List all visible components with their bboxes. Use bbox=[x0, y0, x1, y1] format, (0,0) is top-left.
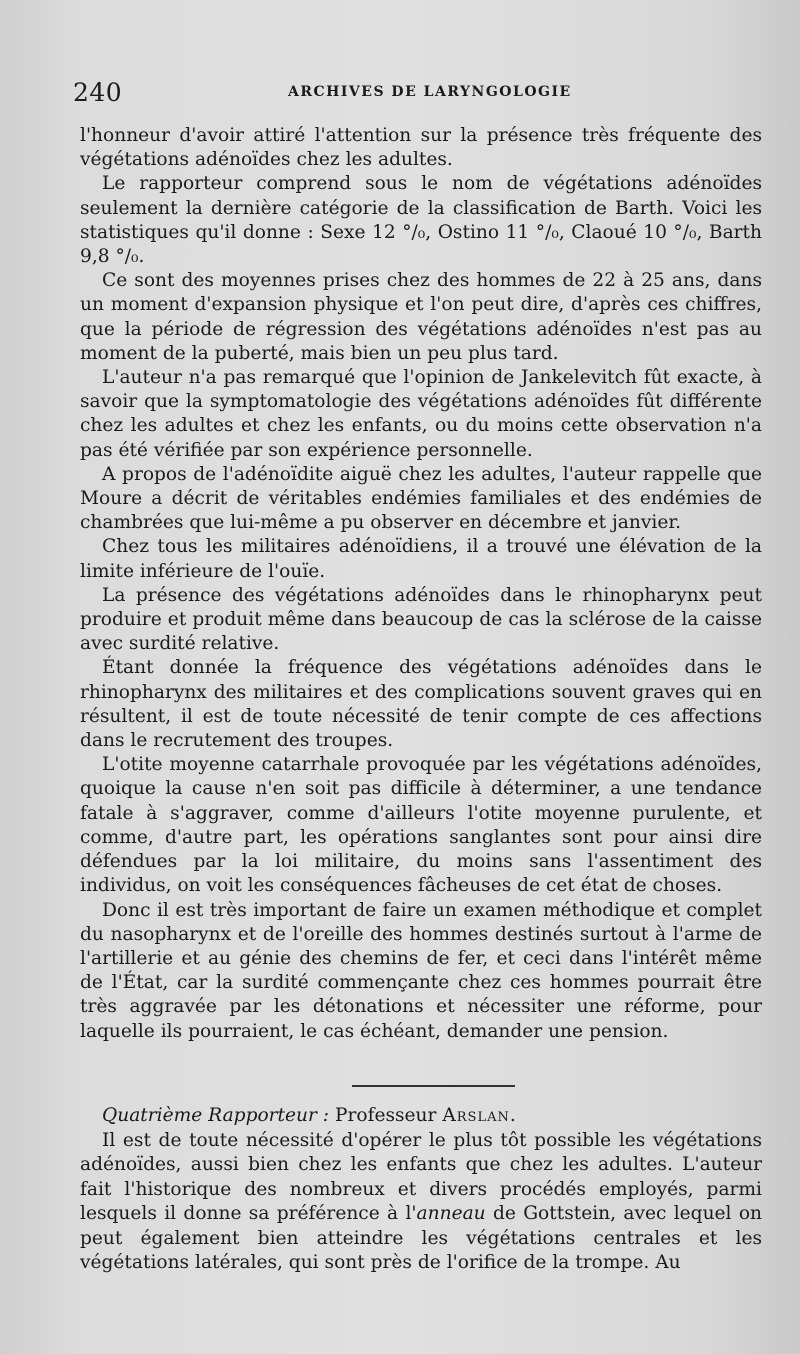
section-paragraph-text: Il est de toute nécessité d'opérer le plus tôt possible les végétations adénoïdes, aussi bien chez les enfants que chez les adultes. L'auteur fait l'historique des nombreux et divers procédés employés, parmi lesquels il donne sa préférence à l' bbox=[80, 1129, 762, 1224]
page-number: 240 bbox=[73, 78, 123, 107]
fourth-rapporteur-section bbox=[80, 1104, 762, 1276]
section-title-plain: Professeur bbox=[329, 1105, 443, 1126]
page-header bbox=[73, 78, 760, 118]
paragraph-1: l'honneur d'avoir attiré l'attention sur la présence très fréquente des végétations adénoïdes chez les adultes. bbox=[80, 125, 762, 171]
paragraph-9: L'otite moyenne catarrhale provoquée par les végétations adénoïdes, quoique la cause n'en soit pas difficile à déterminer, a une tendance fatale à s'aggraver, comme d'ailleurs l'otite moyenne purulente, et comme, d'autre part, les opérations sanglantes sont pour ainsi dire défendues par la loi militaire, du moins sans l'assentiment des individus, on voit les conséquences fâcheuses de cet état de choses. bbox=[80, 754, 762, 897]
section-paragraph bbox=[80, 1129, 762, 1276]
paragraph-8: Étant donnée la fréquence des végétations adénoïdes dans le rhinopharynx des militaires et des complications souvent graves qui en résultent, il est de toute nécessité de tenir compte de ces affections dans le recrutement des troupes. bbox=[80, 657, 762, 752]
paragraph-7: La présence des végétations adénoïdes dans le rhinopharynx peut produire et produit même dans beaucoup de cas la sclérose de la caisse avec surdité relative. bbox=[80, 584, 762, 655]
paragraph-4: L'auteur n'a pas remarqué que l'opinion de Jankelevitch fût exacte, à savoir que la symptomatologie des végétations adénoïdes fût différente chez les adultes et chez les enfants, ou du moins cette observation n'a pas été vérifiée par son expérience personnelle. bbox=[80, 367, 762, 461]
section-title-name: Arslan. bbox=[442, 1105, 517, 1126]
paragraph-6: Chez tous les militaires adénoïdiens, il a trouvé une élévation de la limite inférieure de l'ouïe. bbox=[80, 536, 762, 582]
section-title bbox=[80, 1104, 762, 1129]
paragraph-5: A propos de l'adénoïdite aiguë chez les adultes, l'auteur rappelle que Moure a décrit de véritables endémies familiales et des endémies de chambrées que lui-même a pu observer en décembre et janvier. bbox=[80, 463, 762, 534]
section-paragraph-italic: anneau bbox=[416, 1203, 486, 1224]
running-head: ARCHIVES DE LARYNGOLOGIE bbox=[288, 84, 572, 100]
body-text bbox=[80, 124, 762, 1044]
section-paragraph-end: de Gottstein, avec lequel on peut également bien atteindre les végétations centrales et les végétations latérales, qui sont près de l'orifice de la trompe. Au bbox=[80, 1203, 762, 1273]
section-divider bbox=[352, 1085, 515, 1087]
section-title-italic: Quatrième Rapporteur : bbox=[102, 1105, 330, 1126]
paragraph-2: Le rapporteur comprend sous le nom de végétations adénoïdes seulement la dernière catégorie de la classification de Barth. Voici les statistiques qu'il donne : Sexe 12 °/₀, Ostino 11 °/₀, Claoué 10 °/₀, Barth 9,8 °/₀. bbox=[80, 173, 762, 268]
paragraph-3: Ce sont des moyennes prises chez des hommes de 22 à 25 ans, dans un moment d'expansion physique et l'on peut dire, d'après ces chiffres, que la période de régression des végétations adénoïdes n'est pas au moment de la puberté, mais bien un peu plus tard. bbox=[80, 270, 762, 364]
paragraph-10: Donc il est très important de faire un examen méthodique et complet du nasopharynx et de l'oreille des hommes destinés surtout à l'arme de l'artillerie et au génie des chemins de fer, et ceci dans l'intérêt même de l'État, car la surdité commençante chez ces hommes pourrait être très aggravée par les détonations et nécessiter une réforme, pour laquelle ils pourraient, le cas échéant, demander une pension. bbox=[80, 899, 762, 1042]
